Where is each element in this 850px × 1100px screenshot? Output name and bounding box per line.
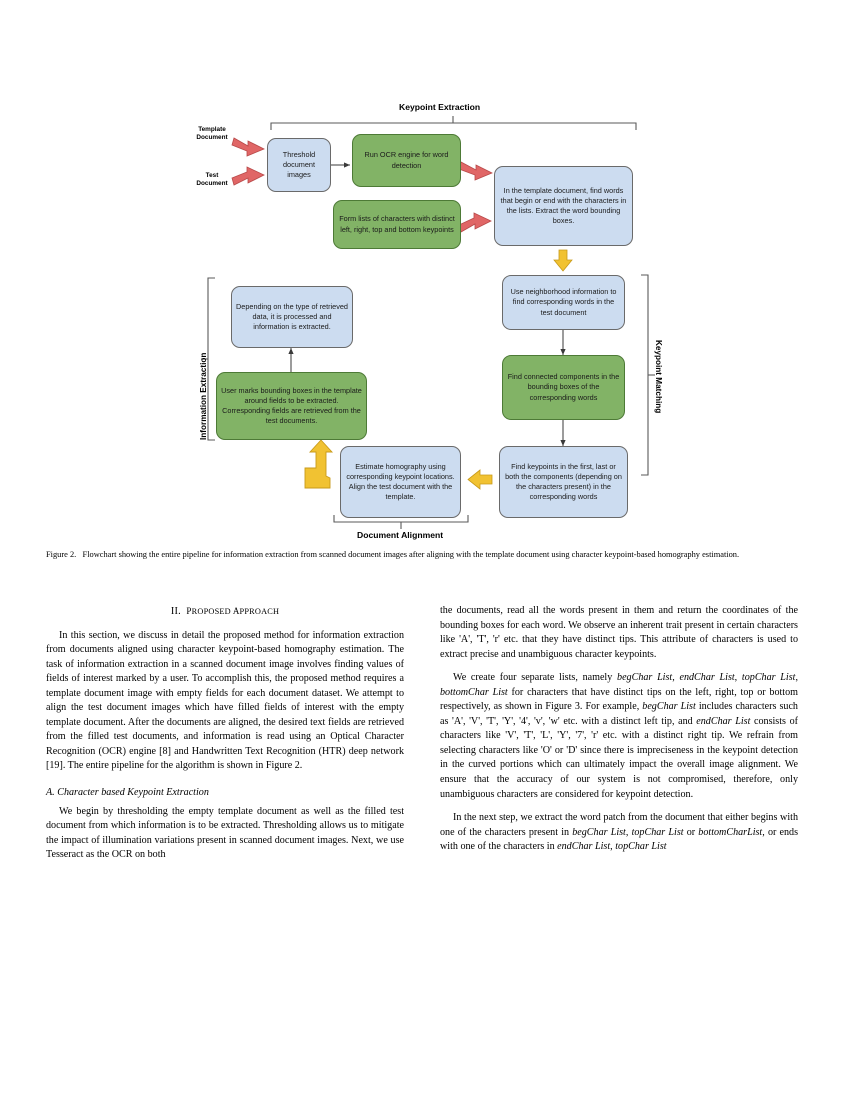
arrow-homography-to-usermarks <box>305 440 332 488</box>
flow-box-estimate-homography-text: Estimate homography using corresponding keypoint locations. Align the test document with the template. <box>346 461 455 502</box>
flow-box-use-neighborhood-text: Use neighborhood information to find corresponding words in the test document <box>510 287 617 317</box>
test-document-label <box>186 172 238 188</box>
paragraph-word-patch: In the next step, we extract the word patch from the document that either begins with one of the characters present in begChar List, topChar List or bottomCharList, or ends with one of the characters in endChar List, topChar List <box>440 812 799 853</box>
flow-box-run-ocr <box>352 134 461 187</box>
flow-box-find-connected-components-text: Find connected components in the bounding boxes of the corresponding words <box>507 372 620 402</box>
arrow-charlists-to-findwords <box>459 213 491 232</box>
section-heading-title: PROPOSED APPROACH <box>186 606 280 616</box>
flow-box-processed-extracted-text: Depending on the type of retrieved data, it is processed and information is extracted. <box>236 301 348 332</box>
flow-box-find-keypoints-text: Find keypoints in the first, last or both the components (depending on the characters present) in the corresponding words <box>505 461 622 502</box>
paragraph-proposed-approach: In this section, we discuss in detail the proposed method for information extraction from documents aligned using character keypoint-based homography estimation. The task of information extraction in a scanned document image involves finding values of fields of interest marked by a user. To accomplish this, the proposed method requires a template document image with empty fields for each document dataset. We attempt to align the test document images which have filled fields of interest with the empty template document. After the documents are aligned, the desired text fields are retrieved from the filled test documents, and information is read using an Optical Character Recognition (OCR) engine [8] and Handwritten Text Recognition (HTR) deep network [19]. The entire pipeline for the algorithm is shown in Figure 2. <box>46 629 404 772</box>
arrow-ocr-to-findwords <box>459 162 492 180</box>
template-document-line2: Document <box>196 134 228 141</box>
flow-box-form-char-lists-text: Form lists of characters with distinct left, right, top and bottom keypoints <box>339 214 455 234</box>
test-document-line1: Test <box>205 172 219 179</box>
section-heading <box>46 604 404 620</box>
figure-caption-label: Figure 2. <box>46 550 77 559</box>
template-document-label <box>186 126 238 142</box>
keypoint-matching-bracket <box>641 275 655 475</box>
flow-box-threshold-text: Threshold document images <box>282 149 316 180</box>
paragraph-continued-documents: the documents, read all the words present in them and return the coordinates of the bounding boxes for each word. We observe an inherent trait present in certain characters like 'A', 'T', 'r' etc. that they have distinct tips. This attribute of characters is used to extract precise and unambiguous character keypoints. <box>440 605 798 660</box>
flow-box-find-template-words-text: In the template document, find words that begin or end with the characters in the lists. Extract the word bounding boxes. <box>500 185 627 226</box>
left-text-column <box>46 604 404 863</box>
flow-box-find-template-words <box>494 166 633 246</box>
figure-2-flowchart <box>0 90 850 545</box>
document-alignment-label: Document Alignment <box>357 530 444 540</box>
keypoint-matching-label: Keypoint Matching <box>654 340 663 414</box>
information-extraction-label: Information Extraction <box>199 352 208 440</box>
figure-caption-text: Flowchart showing the entire pipeline for information extraction from scanned document images after aligning with the template document using character keypoint-based homography estimation. <box>82 550 740 559</box>
paragraph-four-lists: We create four separate lists, namely begChar List, endChar List, topChar List, bottomChar List for characters that have distinct tips on the left, right, top or bottom respectively, as shown in Figure 3. For example, begChar List includes characters such as 'A', 'V', 'T', 'Y', '4', 'v', 'w' etc. with a distinct left tip, and endChar List consists of characters like 'V', 'T', 'L', 'Y', '7', 'r' etc. with a distinct right tip. We refrain from selecting characters like 'O' or 'D' since there is impreciseness in the keypoint detection in the curved portions which can ultimately impact the overall image alignment. We ensure that the accuracy of our system is not compromised, therefore, only unambiguous characters are considered for keypoint detection. <box>440 672 798 800</box>
flow-box-user-marks-text: User marks bounding boxes in the template around fields to be extracted. Corresponding fields are retrieved from the test documents. <box>221 385 362 426</box>
flow-box-find-connected-components <box>502 355 625 420</box>
flow-box-processed-extracted <box>231 286 353 348</box>
flow-box-estimate-homography <box>340 446 461 518</box>
arrow-keypoints-to-homography <box>468 470 492 489</box>
flow-box-user-marks <box>216 372 367 440</box>
figure-caption <box>46 549 804 560</box>
keypoint-extraction-bracket <box>271 116 636 130</box>
flow-box-threshold <box>267 138 331 192</box>
keypoint-extraction-label: Keypoint Extraction <box>399 102 481 112</box>
test-document-line2: Document <box>196 180 228 187</box>
section-heading-number: II. <box>170 606 181 617</box>
paragraph-character-keypoint: We begin by thresholding the empty template document as well as the filled test document from which information is to be extracted. Thresholding allows us to mitigate the impact of illumination variations present in scanned document images. Next, we use Tesseract as the OCR on both <box>46 805 404 861</box>
flow-box-use-neighborhood <box>502 275 625 330</box>
right-text-column <box>440 604 798 855</box>
flow-box-run-ocr-text: Run OCR engine for word detection <box>364 150 449 170</box>
flow-box-find-keypoints <box>499 446 628 518</box>
subsection-heading: A. Character based Keypoint Extraction <box>46 787 209 799</box>
arrow-findwords-to-neighborhood <box>554 250 572 271</box>
template-document-line1: Template <box>198 126 226 133</box>
flow-box-form-char-lists <box>333 200 461 249</box>
